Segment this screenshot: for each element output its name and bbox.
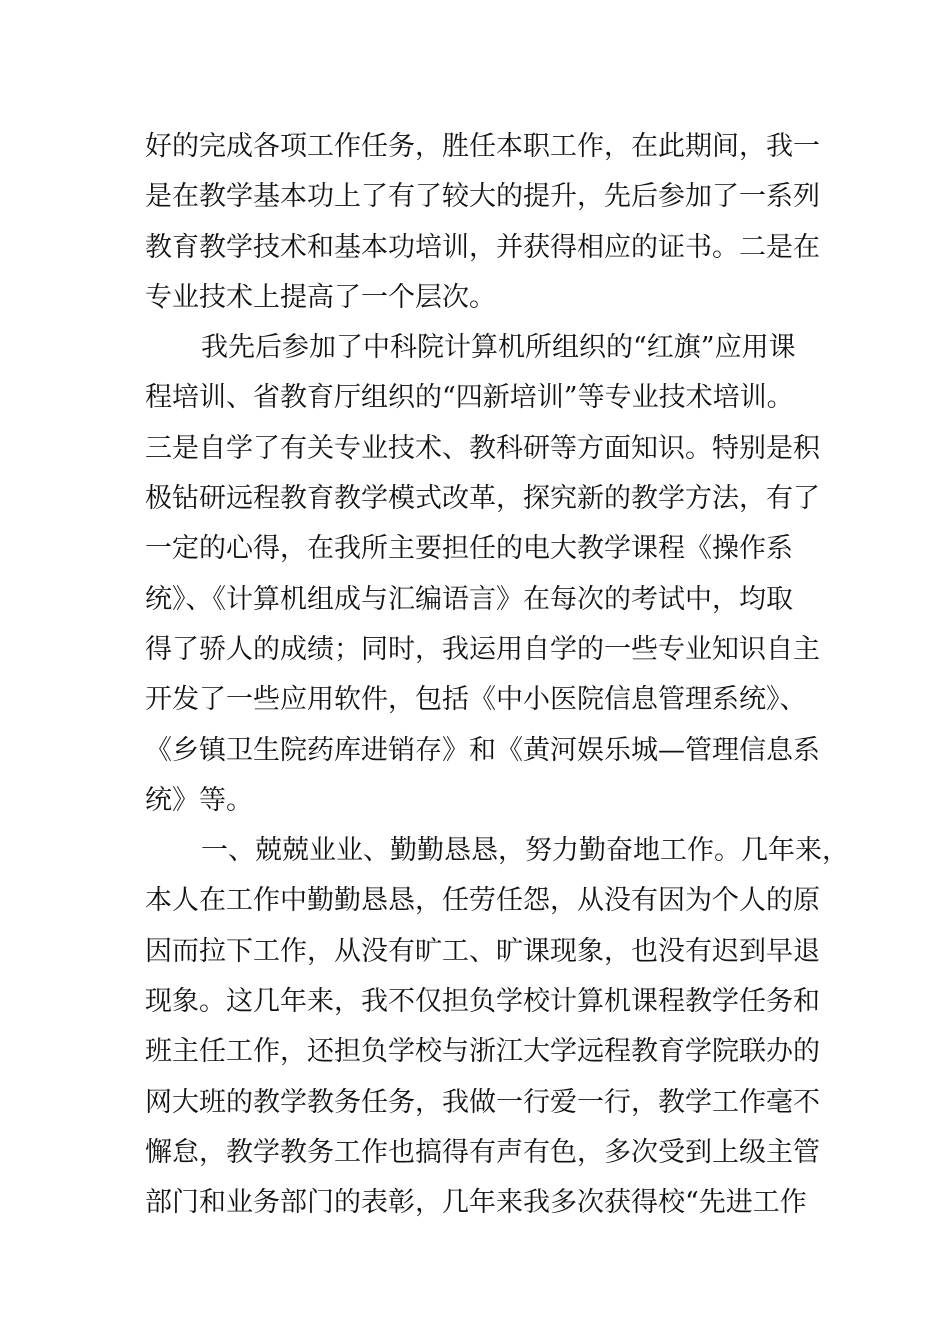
document-body bbox=[145, 122, 849, 1229]
text-line: 因而拉下工作，从没有旷工、旷课现象，也没有迟到早退 bbox=[145, 935, 820, 967]
text-line: 开发了一些应用软件，包括《中小医院信息管理系统》、 bbox=[145, 684, 807, 716]
text-line: 极钻研远程教育教学模式改革，探究新的教学方法，有了 bbox=[145, 483, 820, 515]
text-line: 统》等。 bbox=[145, 784, 253, 816]
text-line: 好的完成各项工作任务，胜任本职工作，在此期间，我一 bbox=[145, 131, 820, 162]
paragraph-3 bbox=[145, 826, 849, 1228]
text-line: 得了骄人的成绩；同时，我运用自学的一些专业知识自主 bbox=[145, 633, 820, 665]
text-line-first: 一、兢兢业业、勤勤恳恳，努力勤奋地工作。几年来， bbox=[201, 835, 849, 867]
text-line: 三是自学了有关专业技术、教科研等方面知识。特别是积 bbox=[145, 432, 820, 464]
text-line: 统》、《计算机组成与汇编语言》在每次的考试中，均取 bbox=[145, 583, 793, 615]
text-line: 本人在工作中勤勤恳恳，任劳任怨，从没有因为个人的原 bbox=[145, 885, 820, 917]
text-line: 懈怠，教学教务工作也搞得有声有色，多次受到上级主管 bbox=[145, 1136, 820, 1168]
text-line-first: 我先后参加了中科院计算机所组织的“红旗”应用课 bbox=[201, 332, 796, 364]
text-line: 网大班的教学教务任务，我做一行爱一行，教学工作毫不 bbox=[145, 1086, 820, 1118]
text-line: 班主任工作，还担负学校与浙江大学远程教育学院联办的 bbox=[145, 1036, 820, 1068]
paragraph-2 bbox=[145, 323, 825, 826]
text-line: 专业技术上提高了一个层次。 bbox=[145, 281, 496, 313]
paragraph-1 bbox=[145, 122, 825, 323]
text-line: 《乡镇卫生院药库进销存》和《黄河娱乐城—管理信息系 bbox=[145, 734, 820, 766]
text-line: 教育教学技术和基本功培训，并获得相应的证书。二是在 bbox=[145, 231, 820, 263]
text-line: 部门和业务部门的表彰，几年来我多次获得校“先进工作 bbox=[145, 1187, 807, 1219]
text-line: 一定的心得，在我所主要担任的电大教学课程《操作系 bbox=[145, 533, 793, 565]
text-line: 程培训、省教育厅组织的“四新培训”等专业技术培训。 bbox=[145, 382, 794, 414]
text-line: 是在教学基本功上了有了较大的提升，先后参加了一系列 bbox=[145, 181, 820, 213]
text-line: 现象。这几年来，我不仅担负学校计算机课程教学任务和 bbox=[145, 986, 820, 1018]
